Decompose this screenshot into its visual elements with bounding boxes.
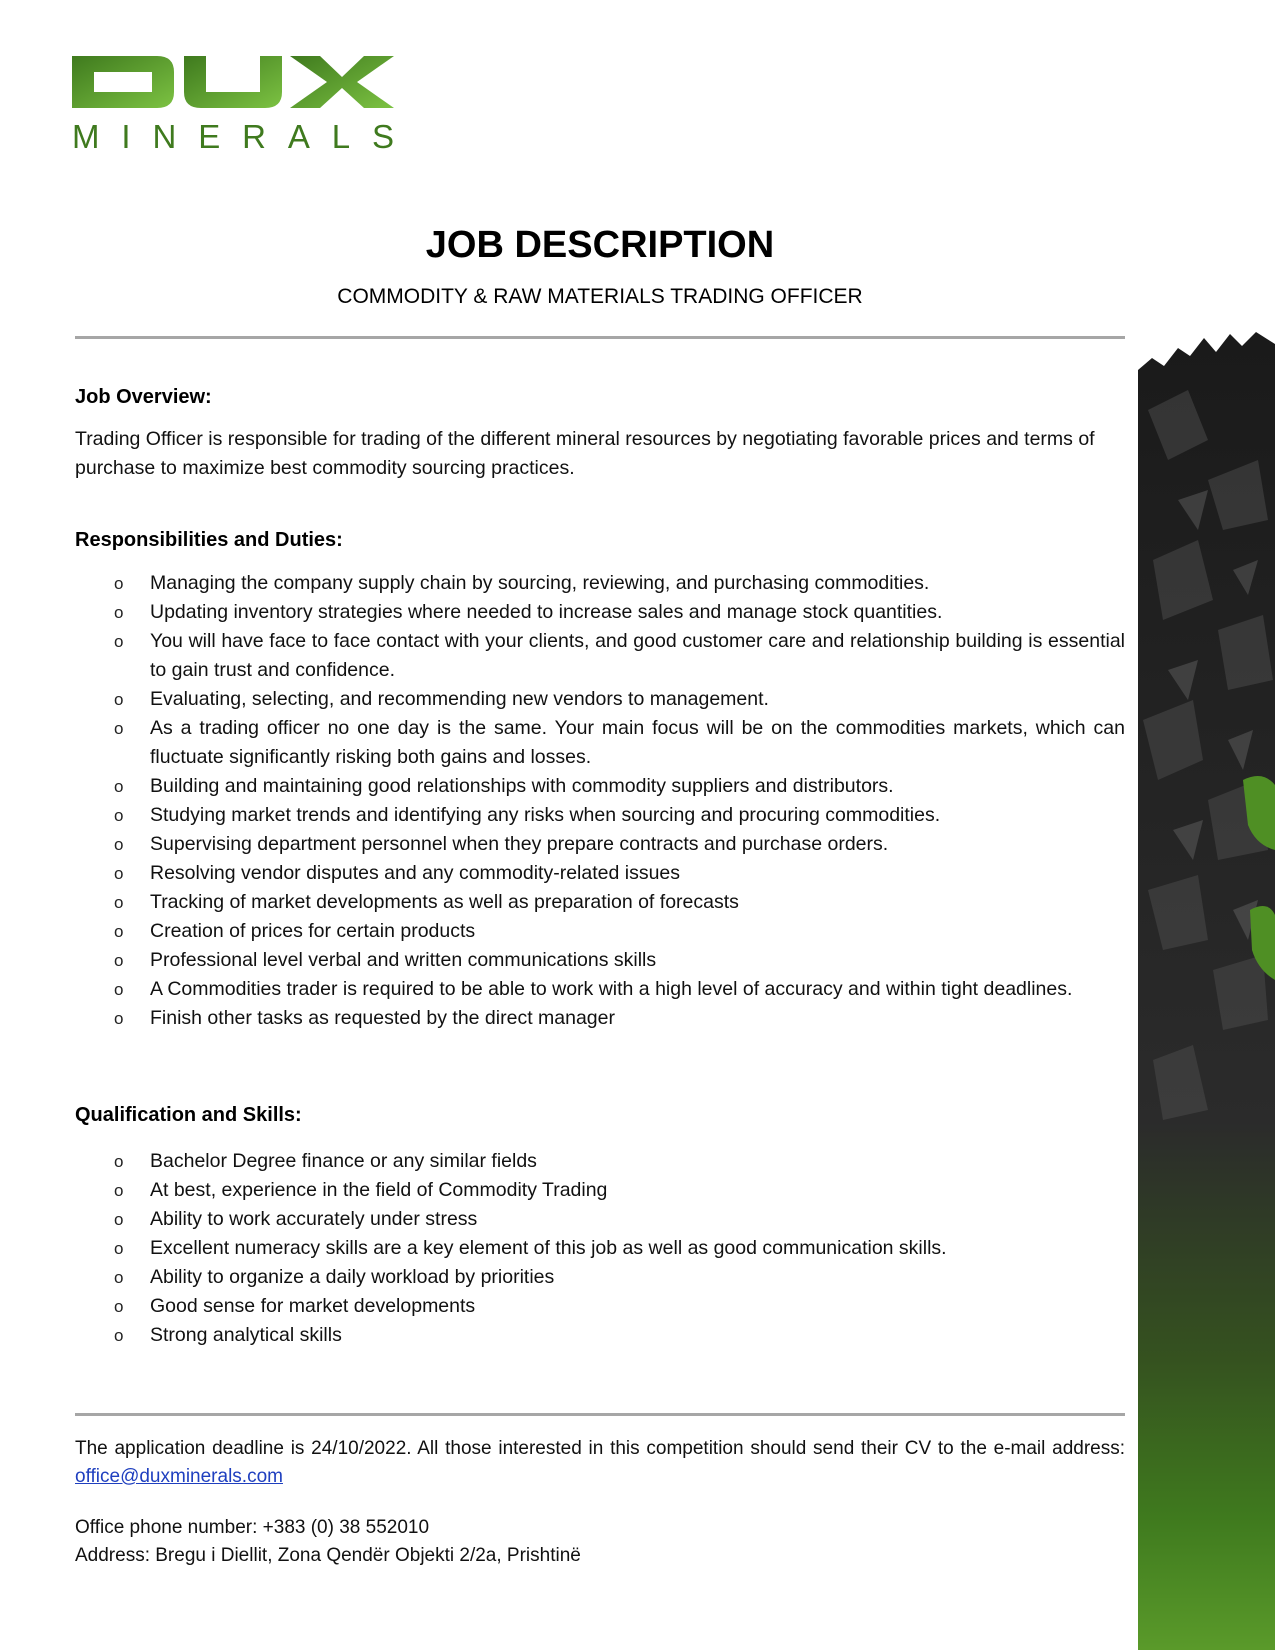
- logo-subtitle: MINERALS: [72, 118, 394, 155]
- bullet-icon: o: [114, 603, 124, 622]
- bullet-icon: o: [114, 1009, 124, 1028]
- bullet-icon: o: [114, 1181, 124, 1200]
- bullet-icon: o: [114, 1152, 124, 1171]
- bullet-icon: o: [114, 1268, 124, 1287]
- list-item: o Strong analytical skills: [75, 1321, 1125, 1350]
- overview-text: Trading Officer is responsible for trading of the different mineral resources by negotiating favorable prices and terms of purchase to maximize best commodity sourcing practices.: [75, 428, 1095, 479]
- dux-minerals-logo: [72, 50, 412, 155]
- overview-heading: Job Overview:: [75, 386, 212, 408]
- list-item: o As a trading officer no one day is the same. Your main focus will be on the commodities markets, which can fluctuate significantly risking both gains and losses.: [75, 714, 1125, 772]
- list-item: o Tracking of market developments as well as preparation of forecasts: [75, 888, 1125, 917]
- list-item: o Excellent numeracy skills are a key element of this job as well as good communication skills.: [75, 1234, 1125, 1263]
- list-item: o Supervising department personnel when they prepare contracts and purchase orders.: [75, 830, 1125, 859]
- bullet-icon: o: [114, 1297, 124, 1316]
- list-item: o Creation of prices for certain products: [75, 917, 1125, 946]
- logo-mark: [72, 56, 394, 108]
- responsibilities-heading: Responsibilities and Duties:: [75, 529, 343, 551]
- bullet-icon: o: [114, 777, 124, 796]
- list-item: o Evaluating, selecting, and recommending new vendors to management.: [75, 685, 1125, 714]
- bullet-icon: o: [114, 574, 124, 593]
- list-item: o Professional level verbal and written communications skills: [75, 946, 1125, 975]
- list-item: o Finish other tasks as requested by the direct manager: [75, 1004, 1125, 1033]
- list-item: o Updating inventory strategies where needed to increase sales and manage stock quantities.: [75, 598, 1125, 627]
- mineral-rock-decoration: [1138, 330, 1275, 1650]
- address: Address: Bregu i Diellit, Zona Qendër Objekti 2/2a, Prishtinë: [75, 1545, 581, 1566]
- bullet-icon: o: [114, 980, 124, 999]
- bullet-icon: o: [114, 922, 124, 941]
- list-item: o Resolving vendor disputes and any commodity-related issues: [75, 859, 1125, 888]
- list-item: o Building and maintaining good relationships with commodity suppliers and distributors.: [75, 772, 1125, 801]
- bullet-icon: o: [114, 1326, 124, 1345]
- job-title: COMMODITY & RAW MATERIALS TRADING OFFICER: [337, 285, 863, 308]
- bullet-icon: o: [114, 1210, 124, 1229]
- list-item: o Ability to organize a daily workload by priorities: [75, 1263, 1125, 1292]
- list-item: o At best, experience in the field of Commodity Trading: [75, 1176, 1125, 1205]
- bullet-icon: o: [114, 1239, 124, 1258]
- bullet-icon: o: [114, 632, 124, 651]
- bullet-icon: o: [114, 864, 124, 883]
- bullet-icon: o: [114, 719, 124, 738]
- responsibilities-list: [75, 569, 1125, 1033]
- qualifications-heading: Qualification and Skills:: [75, 1104, 302, 1126]
- page-title: JOB DESCRIPTION: [425, 224, 775, 266]
- top-divider: [75, 336, 1125, 339]
- email-link[interactable]: office@duxminerals.com: [75, 1466, 283, 1487]
- list-item: o Managing the company supply chain by sourcing, reviewing, and purchasing commodities.: [75, 569, 1125, 598]
- list-item: o Studying market trends and identifying any risks when sourcing and procuring commodities.: [75, 801, 1125, 830]
- bullet-icon: o: [114, 806, 124, 825]
- list-item: o You will have face to face contact with your clients, and good customer care and relationship building is essential to gain trust and confidence.: [75, 627, 1125, 685]
- phone-number: Office phone number: +383 (0) 38 552010: [75, 1517, 430, 1538]
- list-item: o A Commodities trader is required to be able to work with a high level of accuracy and within tight deadlines.: [75, 975, 1125, 1004]
- list-item: o Bachelor Degree finance or any similar fields: [75, 1147, 1125, 1176]
- bottom-divider: [75, 1413, 1125, 1416]
- list-item: o Ability to work accurately under stress: [75, 1205, 1125, 1234]
- application-info: [75, 1435, 1125, 1491]
- qualifications-list: [75, 1147, 1125, 1350]
- bullet-icon: o: [114, 835, 124, 854]
- deadline-text: The application deadline is 24/10/2022. All those interested in this competition should send their CV to the e-mail address:: [75, 1438, 1125, 1459]
- bullet-icon: o: [114, 690, 124, 709]
- bullet-icon: o: [114, 893, 124, 912]
- bullet-icon: o: [114, 951, 124, 970]
- list-item: o Good sense for market developments: [75, 1292, 1125, 1321]
